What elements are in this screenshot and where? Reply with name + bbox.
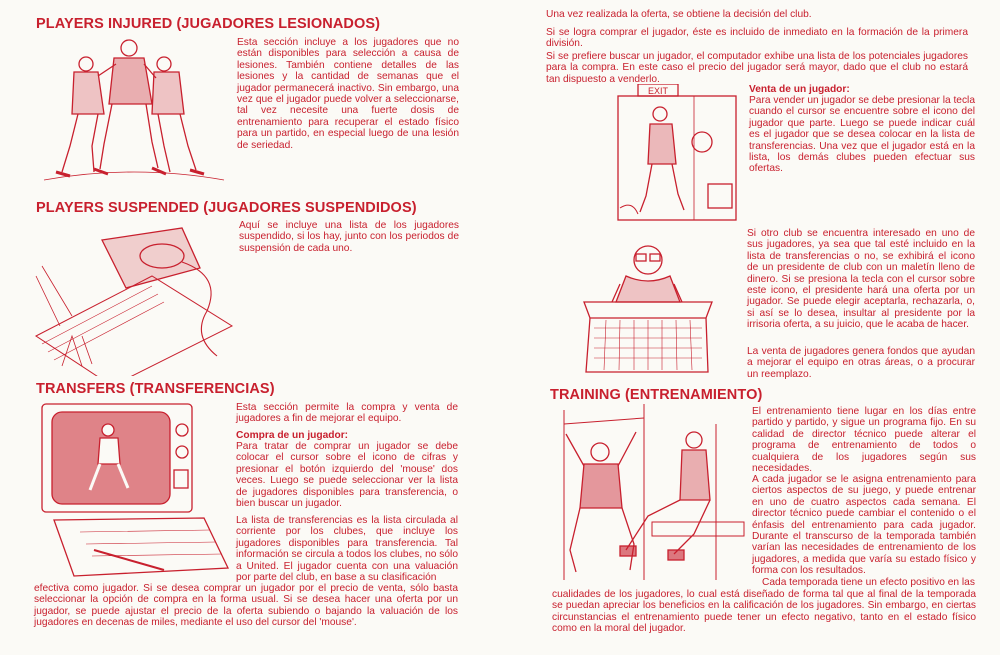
sell-title: Venta de un jugador: bbox=[749, 84, 850, 95]
buy-title: Compra de un jugador: bbox=[236, 430, 349, 441]
president-briefcase-illustration bbox=[576, 232, 718, 380]
exit-door-illustration bbox=[608, 84, 744, 224]
funds-body: La venta de jugadores genera fondos que ayudan a mejorar el equipo en otras áreas, o a procurar un reemplazo. bbox=[747, 346, 975, 380]
sell-body: Para vender un jugador se debe presionar la tecla cuando el cursor se encuentre sobre el icono del jugador que parte. Luego se puede indicar cuál es el jugador que se desea colocar en la lista de transferencias. Una vez que el jugador está en la lista, los demás clubes pueden efectuar sus ofertas. bbox=[749, 95, 975, 175]
right-page bbox=[500, 0, 1000, 655]
suspended-body: Aquí se incluye una lista de los jugadores suspendido, si los hay, junto con los periodos de suspensión de cada uno. bbox=[239, 220, 459, 254]
president-offer-body: Si otro club se encuentra interesado en uno de sus jugadores, ya sea que tal esté incluido en la lista de transferencias o no, se exhibirá el icono de un presidente de club con un maletín lleno de dinero. Si se presiona la tecla con el cursor sobre este icono, el presidente hará una oferta por un jugador. Se puede elegir aceptarla, rechazarla, o, si así se lo desea, insultar al presidente por la irrisoria oferta, a su juicio, que le acaba de hacer. bbox=[747, 228, 975, 331]
gym-training-illustration bbox=[544, 404, 748, 584]
purchase-success-text: Si se logra comprar el jugador, éste es incluido de inmediato en la formación de la primera división. bbox=[546, 27, 968, 50]
computer-screen-illustration bbox=[34, 400, 230, 580]
training-paragraph-3: Cada temporada tiene un efecto positivo en las bbox=[762, 577, 975, 588]
exit-sign-text: EXIT bbox=[647, 86, 669, 96]
training-paragraph-3-continued: cualidades de los jugadores, lo cual está diseñado de forma tal que al final de la temporada se puedan apreciar los beneficios en la calificación de los jugadores. Sin embargo, en ciertas circunstancias el entrenamiento puede tener un efecto negativo, tanto en el estado físico como en la moral del jugador. bbox=[552, 589, 976, 635]
training-paragraph-1: El entrenamiento tiene lugar en los días entre partido y partido, y sigue un programa fijo. En su calidad de director técnico puede alterar el programa de entrenamiento de todos o cualquiera de los jugadores según sus necesidades. bbox=[752, 406, 976, 475]
training-heading: TRAINING (ENTRENAMIENTO) bbox=[550, 387, 763, 403]
transfer-list-body: La lista de transferencias es la lista circulada al corriente por los clubes, que incluye los jugadores disponibles para transferencia. Tal información se circula a todos los clubes, no sólo a United. El jugador cuenta con una valuación por parte del club, en base a su clasificación bbox=[236, 515, 458, 584]
injured-heading: PLAYERS INJURED (JUGADORES LESIONADOS) bbox=[36, 16, 381, 32]
suspended-heading: PLAYERS SUSPENDED (JUGADORES SUSPENDIDOS) bbox=[36, 200, 417, 216]
transfers-intro: Esta sección permite la compra y venta de jugadores a fin de mejorar el equipo. bbox=[236, 402, 458, 425]
transfers-heading: TRANSFERS (TRANSFERENCIAS) bbox=[36, 381, 275, 397]
whistle-notebook-illustration bbox=[32, 216, 238, 376]
buy-body: Para tratar de comprar un jugador se debe colocar el cursor sobre el icono de cifras y presionar el botón izquierdo del 'mouse' dos veces. Luego se puede seleccionar ver la lista de jugadores disponibles para transferencia, o bien buscar un jugador. bbox=[236, 441, 458, 510]
transfer-list-continued: efectiva como jugador. Si se desea comprar un jugador por el precio de venta, sólo basta seleccionar la opción de compra en la forma usual. Si se desea hacer una oferta por un jugador, se puede ajustar el precio de la oferta subiendo o bajando la valuación de los jugadores en decenas de miles, mediante el uso del cursor del 'mouse'. bbox=[34, 583, 458, 629]
search-player-text: Si se prefiere buscar un jugador, el computador exhibe una lista de los potenciales jugadores para la compra. En este caso el precio del jugador será mayor, dado que el club no estará tan dispuesto a venderlo. bbox=[546, 51, 968, 85]
training-paragraph-2: A cada jugador se le asigna entrenamiento para ciertos aspectos de su juego, y puede entrenar en uno de cuatro aspectos cada semana. El director técnico puede cambiar el contenido o el énfasis del entrenamiento para cada jugador. Durante el transcurso de la temporada también varían las necesidades de entrenamiento de los jugadores, a medida que varía su estado físico y forma con los resultados. bbox=[752, 474, 976, 577]
injured-players-illustration bbox=[34, 34, 232, 184]
injured-body: Esta sección incluye a los jugadores que no están disponibles para selección a causa de lesiones. También contiene detalles de las lesiones y la cantidad de semanas que el jugador permanecerá inactivo. Sin embargo, una vez que el jugador puede volver a seleccionarse, tal vez necesite una fuerte dosis de entrenamiento para recuperar el estado físico para un partido, en especial luego de una lesión de seriedad. bbox=[237, 37, 459, 151]
offer-decision-text: Una vez realizada la oferta, se obtiene la decisión del club. bbox=[546, 9, 812, 20]
